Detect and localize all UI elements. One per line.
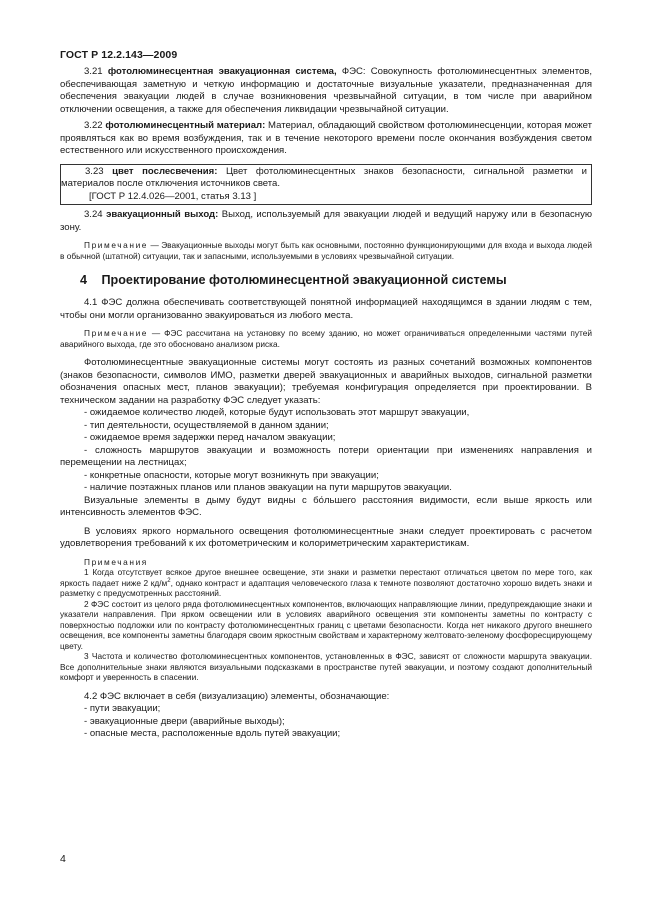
clause-text: ФЭС: Совокупность фотолюминесцентных элементов, обеспечивающая заметную и четкую информацию и достаточные визуальные указатели, предназначенная для обеспечения эвакуации людей в случае возникновения чрезвычайной ситуации, в том числе при аварийном отключении освещения, а также для обеспечения ликвидации чрезвычайной ситуации. xyxy=(60,66,593,115)
clause-term: цвет послесвечения: xyxy=(112,165,218,177)
notes-title: Примечания xyxy=(84,556,148,567)
list-item: - ожидаемое количество людей, которые будут использовать этот маршрут эвакуации, xyxy=(84,407,470,418)
note-text: — ФЭС рассчитана на установку по всему зданию, но может ограничиваться определенными частями путей аварийного выхода, где это обосновано анализом риска. xyxy=(60,328,592,349)
note-text: — Эвакуационные выходы могут быть как основными, постоянно функционирующими для входа и выхода людей в обычной (штатной) ситуации, так и запасными, используемыми в условиях чрезвычайной ситуации. xyxy=(60,240,593,261)
list-item: - пути эвакуации; xyxy=(84,703,161,714)
note-3: 3 Частота и количество фотолюминесцентных компонентов, установленных в ФЭС, зависят от сложности маршрута эвакуации. Все дополнительные знаки являются визуальными подсказками в пространстве путей эвакуации, и поэтому создают дополнительный комфорт и уверенность в спасении. xyxy=(60,651,592,682)
clause-term: фотолюминесцентная эвакуационная система, xyxy=(107,66,337,77)
list-item: - ожидаемое время задержки перед началом эвакуации; xyxy=(84,432,336,443)
list-item: - эвакуационные двери (аварийные выходы); xyxy=(84,715,285,727)
section-title: Проектирование фотолюминесцентной эвакуационной системы xyxy=(101,273,507,287)
note-1: 1 Когда отсутствует всякое другое внешнее освещение, эти знаки и разметки перестают отличаться цветом по мере того, как яркость падает ниже 2 $кд/м^2$, однако контраст и адаптация человеческого глаза к темноте позволяют достаточно хорошо видеть знаки и разметку с предусмотренных расстояний. xyxy=(60,567,592,598)
clause-number: 3.23 xyxy=(85,165,104,177)
list-item: - сложность маршрутов эвакуации и возможность потери ориентации при изменениях направления и перемещении на лестницах; xyxy=(60,444,592,468)
note-fes-installation xyxy=(60,328,592,349)
superscript: 2 xyxy=(167,577,171,584)
clause-number: 3.22 xyxy=(84,120,103,131)
clause-number: 3.21 xyxy=(84,66,103,77)
paragraph-configuration: Фотолюминесцентные эвакуационные системы могут состоять из разных сочетаний возможных компонентов (знаков безопасности, символов ИМО, разметки дверей эвакуационных и аварийных выходов, сигнальной разметки обозначения опасных мест, планов эвакуации); требуемая конфигурация определяется при проектировании. В техническом задании на разработку ФЭС следует указать: xyxy=(60,357,592,406)
clause-term: фотолюминесцентный материал: xyxy=(105,120,266,131)
paragraph-bright-lighting: В условиях яркого нормального освещения фотолюминесцентные знаки следует проектировать с расчетом удовлетворения требований к их фотометрическим и колориметрическим характеристикам. xyxy=(60,525,592,549)
clause-text: Цвет фотолюминесцентных знаков безопасности, сигнальной разметки и материалов после отключения источников света. xyxy=(61,165,587,189)
clause-3-21 xyxy=(60,66,592,116)
note-2: 2 ФЭС состоит из целого ряда фотолюминесцентных компонентов, включающих направляющие линии, предупреждающие знаки и указатели направления. При ярком освещении или в условиях аварийного освещения эти компоненты заметны по контрасту с поверхностью подложки или по контрасту фотолюминесцентных границ с цветами безопасности. Когда нет никакого другого внешнего освещения, все компоненты заметны благодаря своим яркостным свойствам и характерному желтовато-зеленому фосфоресцирующему цвету. xyxy=(60,598,592,651)
note-label: Примечание xyxy=(84,328,149,338)
page-number: 4 xyxy=(60,853,66,865)
page-content xyxy=(60,66,592,741)
note-evacuation-exits xyxy=(60,240,592,261)
clause-number: 3.24 xyxy=(84,209,103,220)
list-item: - наличие поэтажных планов или планов эвакуации на пути маршрутов эвакуации. xyxy=(84,482,452,493)
paragraph-smoke-visibility: Визуальные элементы в дыму будут видны с бо́льшего расстояния видимости, если выше яркость или интенсивность элементов ФЭС. xyxy=(60,494,592,518)
clause-3-24 xyxy=(60,209,592,234)
list-item: - тип деятельности, осуществляемой в данном здании; xyxy=(84,419,329,431)
elements-list xyxy=(60,703,592,741)
clause-term: эвакуационный выход: xyxy=(106,209,219,220)
list-item: - конкретные опасности, которые могут возникнуть при эвакуации; xyxy=(84,469,379,481)
document-header: ГОСТ Р 12.2.143—2009 xyxy=(60,49,178,61)
requirements-list xyxy=(60,407,592,495)
clause-3-23 xyxy=(61,166,587,191)
section-heading xyxy=(80,273,592,287)
clause-3-23-box xyxy=(60,164,592,206)
clause-4-2: 4.2 ФЭС включает в себя (визуализацию) элементы, обозначающие: xyxy=(84,690,390,702)
clause-reference: [ГОСТ Р 12.4.026—2001, статья 3.13 ] xyxy=(89,190,257,202)
clause-4-1: 4.1 ФЭС должна обеспечивать соответствующей понятной информацией находящимся в здании людям с тем, чтобы они могли организованно эвакуироваться из любого места. xyxy=(60,297,592,321)
clause-text: Выход, используемый для эвакуации людей и ведущий наружу или в безопасную зону. xyxy=(60,209,593,233)
list-item: - опасные места, расположенные вдоль путей эвакуации; xyxy=(84,728,341,739)
clause-3-22 xyxy=(60,120,592,158)
clause-text: Материал, обладающий свойством фотолюминесценции, которая может проявляться как во время возбуждения, так и в течение некоторого времени после окончания возбуждения светом естественного или искусственного происхождения. xyxy=(60,120,593,156)
note-label: Примечание xyxy=(84,240,149,250)
section-number: 4 xyxy=(80,273,88,287)
